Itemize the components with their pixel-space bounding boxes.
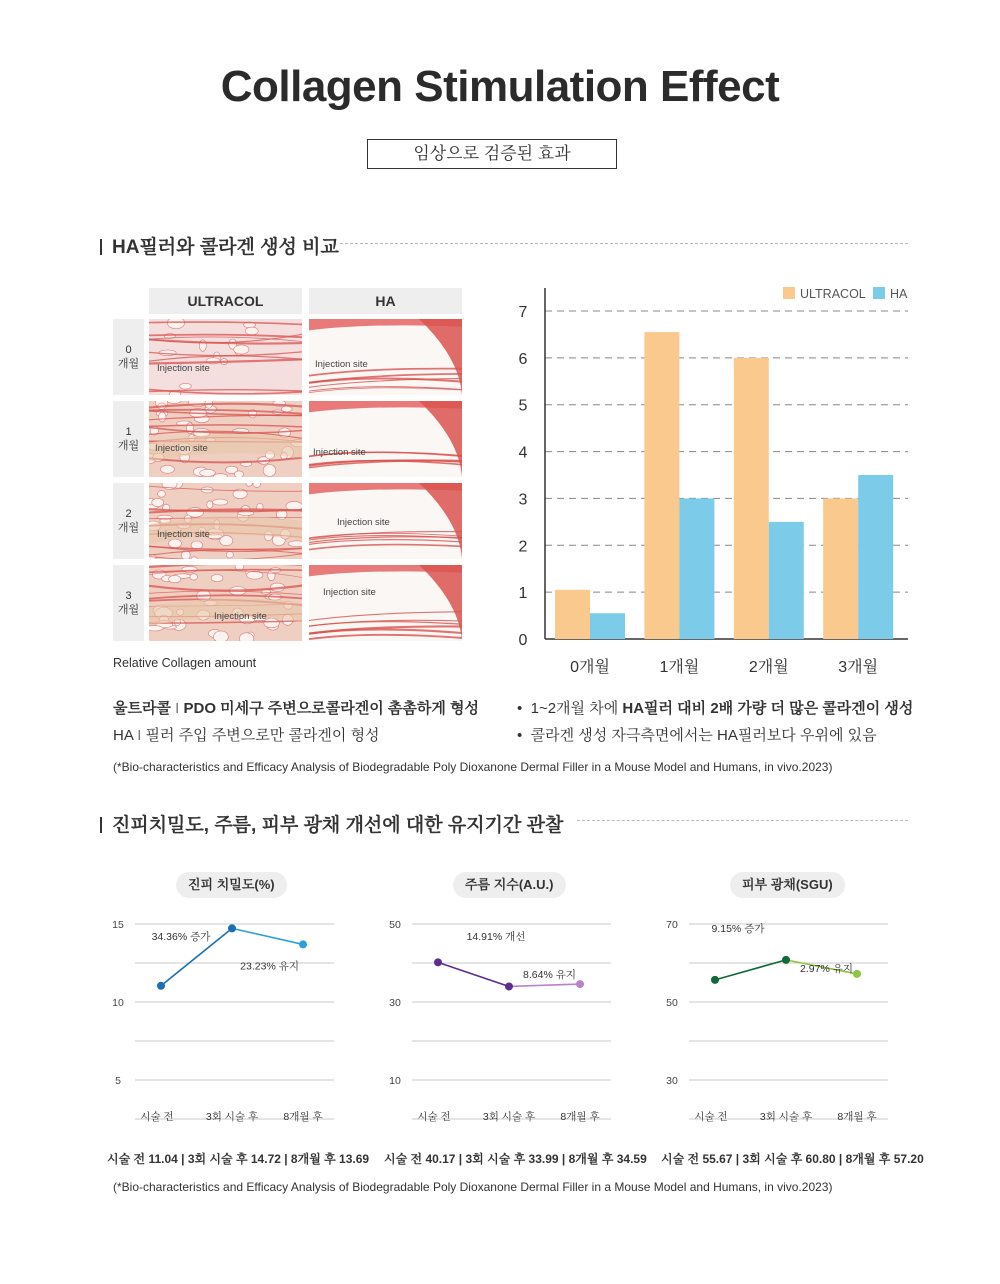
data-point-2 <box>576 980 584 988</box>
x-tick-label: 시술 전 <box>140 1111 174 1123</box>
row-label-unit: 개월 <box>117 604 140 616</box>
data-point-1 <box>228 924 236 932</box>
note-left-1-sep: I <box>175 700 180 717</box>
legend-swatch-ultracol <box>783 287 795 299</box>
ultracol-tissue-image-3 <box>149 565 302 641</box>
line-chart-1 <box>387 912 612 1142</box>
line-chart-title-0: 진피 치밀도(%) <box>176 872 287 898</box>
injection-site-label: Injection site <box>323 587 376 598</box>
ha-tissue-image-3 <box>309 565 462 641</box>
y-tick-label: 7 <box>518 304 528 321</box>
annotation-label-0: 14.91% 개선 <box>466 931 526 943</box>
y-tick-label: 30 <box>666 1075 678 1087</box>
data-point-2 <box>299 940 307 948</box>
x-tick-label: 시술 전 <box>694 1111 728 1123</box>
reference-2: (*Bio-characteristics and Efficacy Analysis of Biodegradable Poly Dioxanone Dermal Filler in a Mouse Model and Humans, in vivo.2023) <box>113 1180 833 1194</box>
x-tick-label: 3회 시술 후 <box>759 1111 813 1123</box>
injection-site-label: Injection site <box>337 517 390 528</box>
section1-heading <box>100 232 339 259</box>
bar-ha-1 <box>679 498 714 639</box>
row-label-num: 2 <box>125 508 132 520</box>
note-left-1-text: PDO 미세구 주변으로콜라겐이 촘촘하게 형성 <box>179 700 479 717</box>
y-tick-label: 70 <box>666 919 678 931</box>
note-left-2-text: 필러 주입 주변으로만 콜라겐이 형성 <box>141 727 380 744</box>
bar-ultracol-0 <box>555 590 590 639</box>
reference-1: (*Bio-characteristics and Efficacy Analysis of Biodegradable Poly Dioxanone Dermal Filler in a Mouse Model and Humans, in vivo.2023) <box>113 760 833 774</box>
annotation-label-0: 9.15% 증가 <box>711 923 765 935</box>
table-caption: Relative Collagen amount <box>113 656 257 670</box>
injection-site-label: Injection site <box>155 443 208 454</box>
annotation-label-0: 34.36% 증가 <box>151 931 211 943</box>
line-chart-summary-2: 시술 전 55.67 | 3회 시술 후 60.80 | 8개월 후 57.20 <box>661 1152 924 1166</box>
line-chart-summary-1: 시술 전 40.17 | 3회 시술 후 33.99 | 8개월 후 34.59 <box>384 1152 647 1166</box>
note-left-1-brand: 울트라콜 <box>113 700 176 717</box>
bar-ha-2 <box>769 522 804 639</box>
ultracol-tissue-image-0 <box>149 319 302 395</box>
legend-label-ha: HA <box>890 287 908 301</box>
page-title: Collagen Stimulation Effect <box>220 62 780 111</box>
annotation-label-1: 23.23% 유지 <box>240 960 299 973</box>
section2-heading-text: 진피치밀도, 주름, 피부 광채 개선에 대한 유지기간 관찰 <box>112 815 564 836</box>
line-chart-summary-0: 시술 전 11.04 | 3회 시술 후 14.72 | 8개월 후 13.69 <box>107 1152 370 1166</box>
bullet-icon: • <box>517 700 523 717</box>
row-label-num: 0 <box>125 344 132 356</box>
y-tick-label: 3 <box>518 491 528 509</box>
note-right-1 <box>517 697 913 718</box>
ha-tissue-image-0 <box>309 319 462 395</box>
note-left-2-sep: I <box>137 727 142 744</box>
x-tick-label: 시술 전 <box>417 1111 451 1123</box>
bar-ha-3 <box>858 475 893 639</box>
x-tick-label: 2개월 <box>748 659 789 676</box>
x-tick-label: 8개월 후 <box>837 1111 877 1123</box>
x-tick-label: 0개월 <box>570 659 610 676</box>
y-tick-label: 1 <box>518 585 528 603</box>
annotation-label-1: 2.97% 유지 <box>800 962 853 975</box>
note-right-2 <box>517 724 877 745</box>
bar-ultracol-2 <box>734 358 769 639</box>
note-left-2 <box>113 724 380 745</box>
x-tick-label: 8개월 후 <box>283 1111 323 1123</box>
row-label-num: 1 <box>125 426 132 438</box>
note-left-2-brand: HA <box>113 727 138 744</box>
injection-site-label: Injection site <box>157 529 210 540</box>
x-tick-label: 1개월 <box>659 659 700 676</box>
data-point-0 <box>434 958 442 966</box>
y-tick-label: 2 <box>518 538 528 556</box>
row-label-month-0 <box>113 319 144 395</box>
y-tick-label: 50 <box>666 997 678 1009</box>
y-tick-label: 10 <box>112 997 124 1009</box>
legend-swatch-ha <box>873 287 885 299</box>
ultracol-tissue-image-1 <box>149 401 302 477</box>
injection-site-label: Injection site <box>315 359 368 370</box>
legend-label-ultracol: ULTRACOL <box>800 287 866 301</box>
data-point-0 <box>157 982 165 990</box>
series-line-segment-1 <box>438 962 509 986</box>
row-label-month-1 <box>113 401 144 477</box>
bar-ultracol-1 <box>644 332 679 639</box>
series-line-segment-2 <box>509 984 580 986</box>
note-right-2-text: 콜라겐 생성 자극측면에서는 HA필러보다 우위에 있음 <box>530 727 877 744</box>
injection-site-label: Injection site <box>157 363 210 374</box>
x-tick-label: 3회 시술 후 <box>482 1111 536 1123</box>
data-point-1 <box>782 956 790 964</box>
line-chart-0 <box>110 912 335 1142</box>
row-label-unit: 개월 <box>117 358 140 370</box>
data-point-1 <box>505 982 513 990</box>
section2-divider <box>577 820 908 821</box>
row-label-num: 3 <box>125 590 132 602</box>
ultracol-tissue-image-2 <box>149 483 302 559</box>
ha-tissue-image-2 <box>309 483 462 559</box>
note-left-1 <box>113 697 479 718</box>
row-label-unit: 개월 <box>117 522 140 534</box>
line-chart-title-1: 주름 지수(A.U.) <box>453 872 566 898</box>
data-point-2 <box>853 970 861 978</box>
note-right-1-bold: HA필러 대비 2배 가량 더 많은 콜라겐이 생성 <box>622 700 914 717</box>
section1-divider <box>340 243 908 244</box>
line-chart-2 <box>664 912 889 1142</box>
subtitle-badge: 임상으로 검증된 효과 <box>367 139 617 169</box>
bar-ultracol-3 <box>823 498 858 639</box>
section1-heading-text: HA필러와 콜라겐 생성 비교 <box>112 237 339 258</box>
y-tick-label: 15 <box>112 919 124 931</box>
x-tick-label: 3개월 <box>838 659 879 676</box>
bar-ha-0 <box>590 613 625 639</box>
annotation-label-1: 8.64% 유지 <box>523 969 576 982</box>
data-point-0 <box>711 976 719 984</box>
bullet-icon: • <box>517 727 523 744</box>
heading-bar-icon <box>100 817 102 833</box>
y-tick-label: 50 <box>389 919 401 931</box>
line-chart-title-2: 피부 광채(SGU) <box>730 872 845 898</box>
y-tick-label: 5 <box>115 1075 121 1087</box>
y-tick-label: 10 <box>389 1075 401 1087</box>
x-tick-label: 3회 시술 후 <box>205 1111 259 1123</box>
injection-site-label: Injection site <box>214 611 267 622</box>
series-line-segment-2 <box>232 928 303 944</box>
note-right-1-pre: 1~2개월 차에 <box>530 700 623 717</box>
y-tick-label: 30 <box>389 997 401 1009</box>
x-tick-label: 8개월 후 <box>560 1111 600 1123</box>
row-label-month-3 <box>113 565 144 641</box>
injection-site-label: Injection site <box>313 447 366 458</box>
ha-tissue-image-1 <box>309 401 462 477</box>
row-label-month-2 <box>113 483 144 559</box>
section2-heading <box>100 810 563 837</box>
y-tick-label: 4 <box>518 444 528 462</box>
row-label-unit: 개월 <box>117 440 140 452</box>
y-tick-label: 5 <box>518 397 528 415</box>
collagen-bar-chart <box>500 278 920 688</box>
y-tick-label: 6 <box>518 350 528 368</box>
heading-bar-icon <box>100 239 102 255</box>
col-head-ultracol: ULTRACOL <box>149 288 302 314</box>
col-head-ha: HA <box>309 288 462 314</box>
y-tick-label: 0 <box>518 632 528 649</box>
